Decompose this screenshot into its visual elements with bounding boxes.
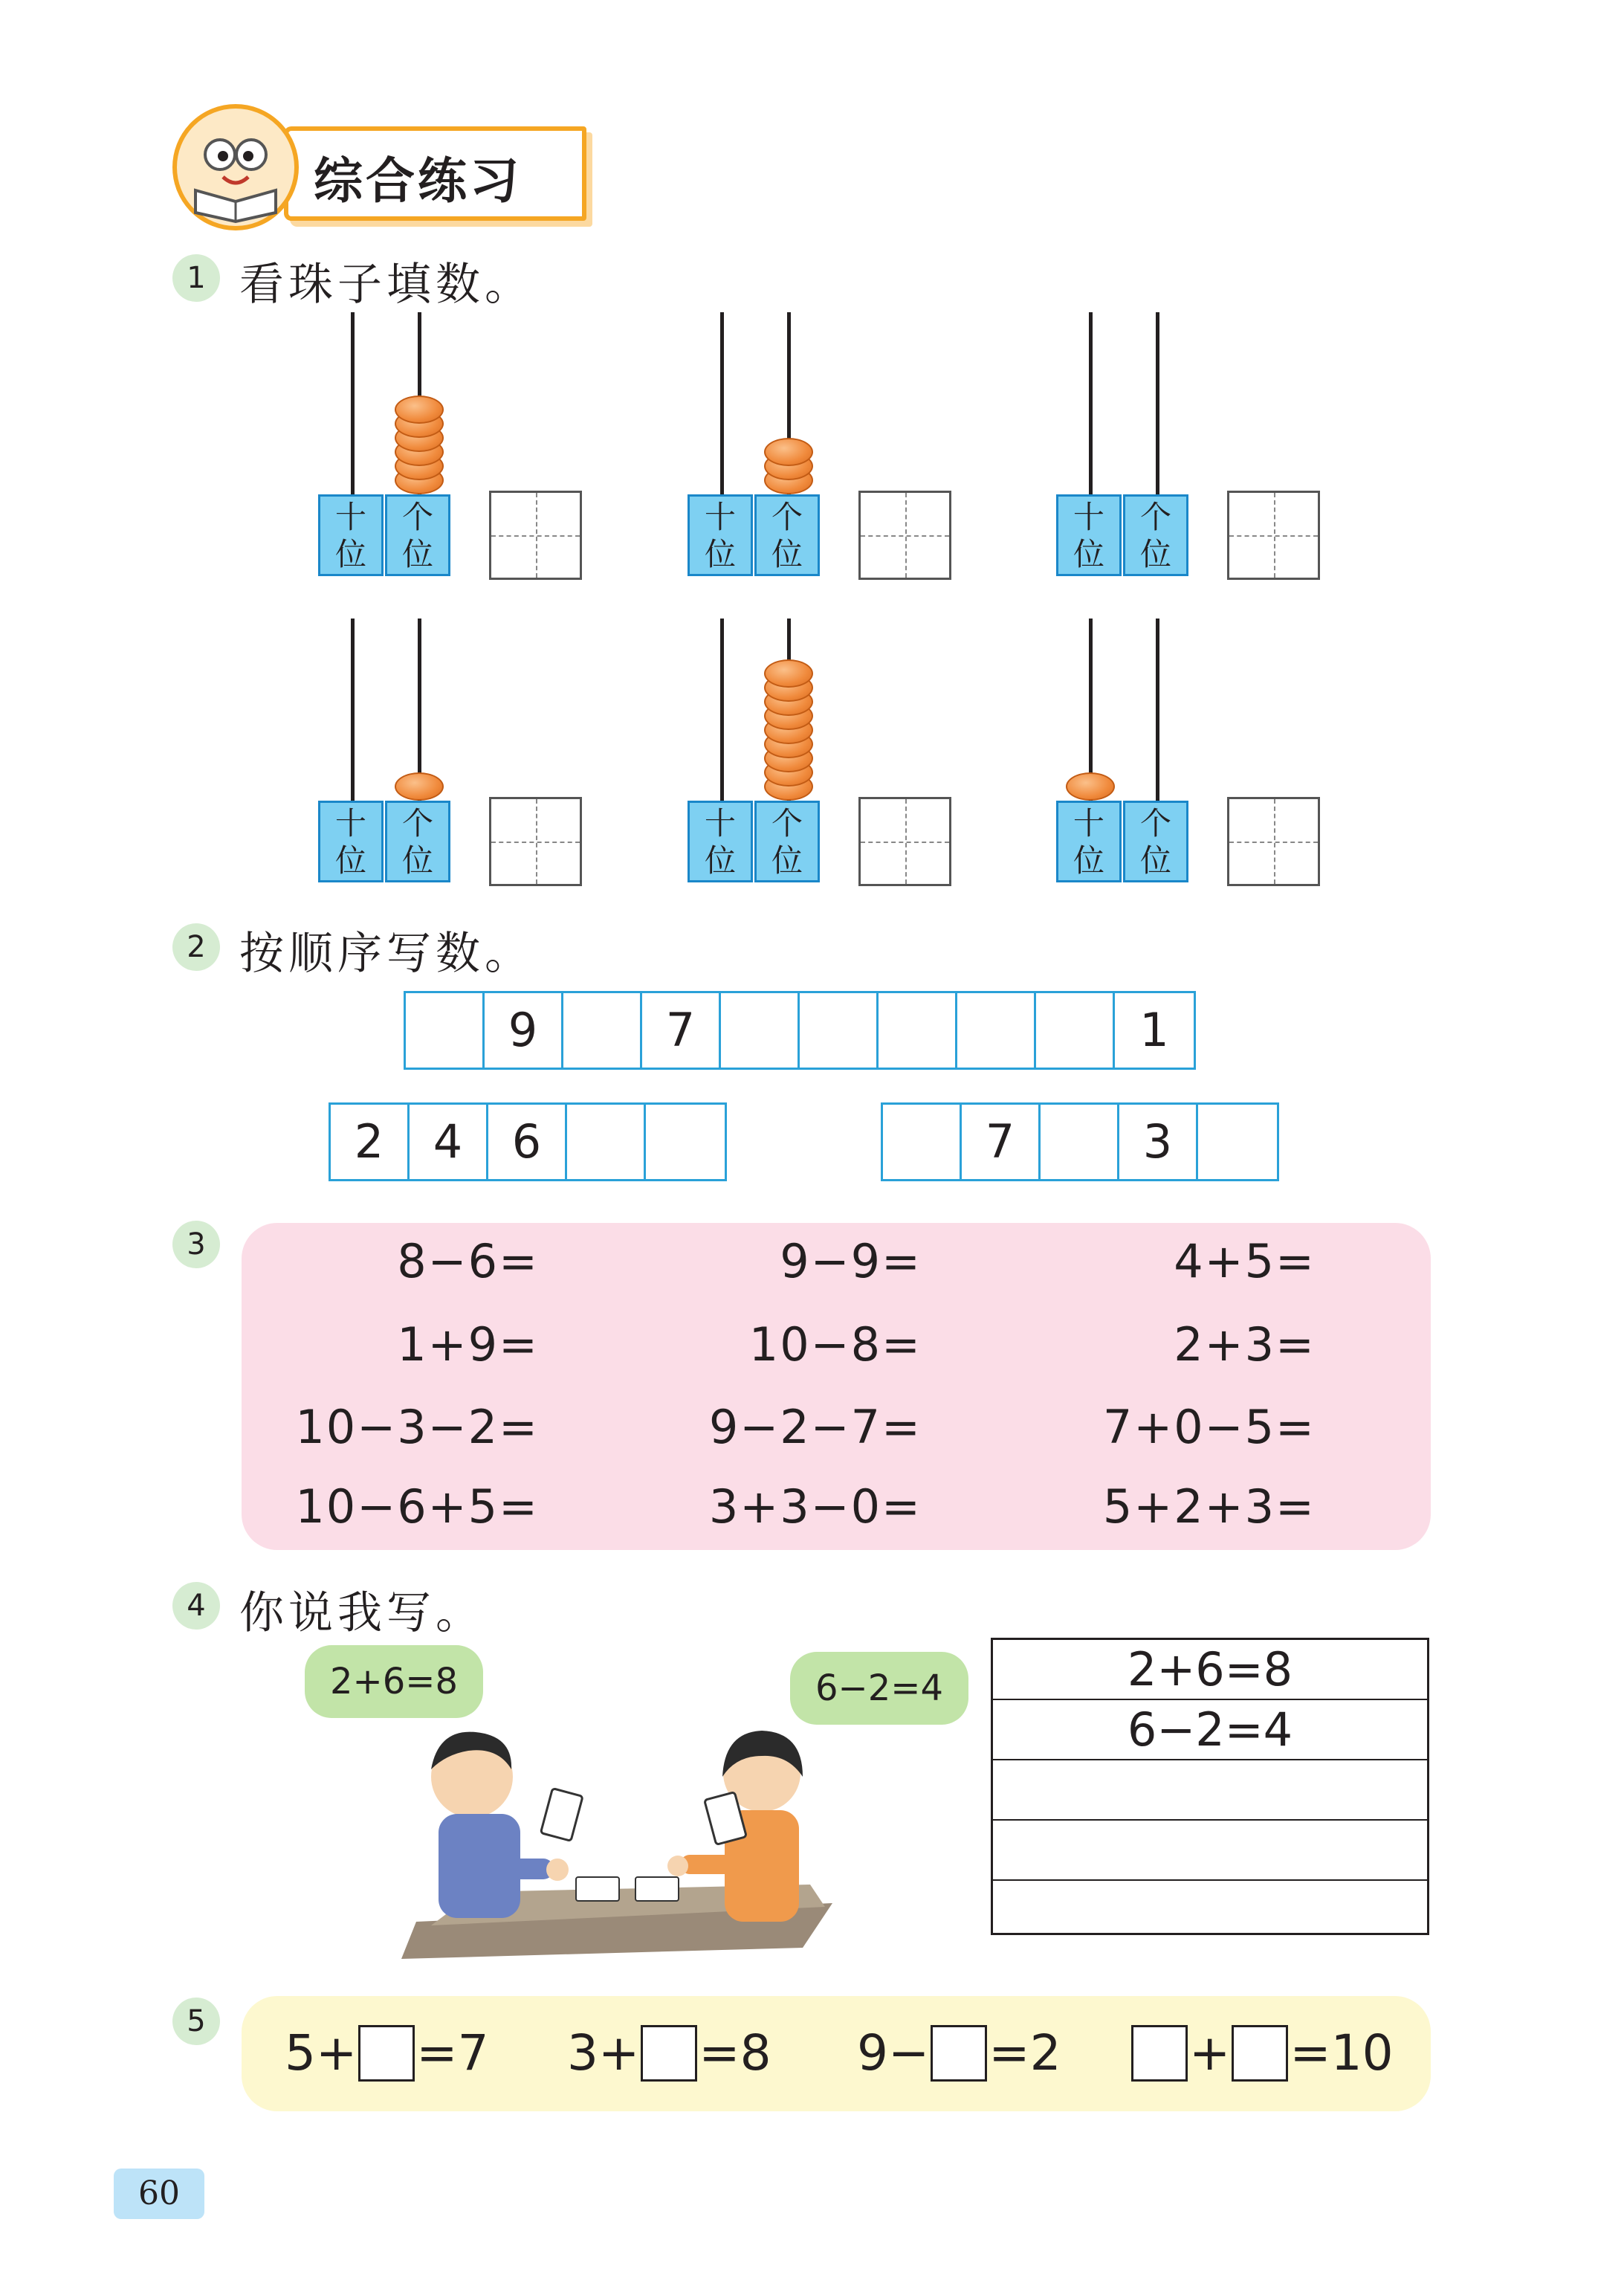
abacus-1 (318, 312, 593, 598)
sequence-row-1-cell: 1 (1139, 1003, 1169, 1057)
tens-place-cell-label-top: 十 (334, 499, 366, 535)
sequence-row-1-cell: 9 (485, 993, 563, 1068)
expression-r3-c2: 9−2−7= (708, 1400, 922, 1454)
page-title: 综合练习 (314, 152, 522, 210)
tens-rod (720, 312, 724, 494)
tens-place-cell-label-top: 十 (1073, 499, 1104, 535)
abacus-answer-box[interactable] (489, 797, 582, 886)
ones-place-cell-label-top: 个 (771, 805, 803, 842)
question-1-prompt: 看珠子填数。 (239, 259, 534, 311)
sequence-row-2a-cell: 6 (488, 1105, 567, 1179)
sequence-row-2b-cell[interactable] (1198, 1105, 1277, 1179)
expression-r1-c3: 4+5= (1174, 1234, 1316, 1288)
equation-2-left: 3+ (567, 2024, 640, 2082)
answer-table-row[interactable] (993, 1821, 1427, 1881)
tens-place-cell-label-bottom: 位 (334, 842, 366, 879)
tens-place-cell (688, 494, 753, 576)
tens-place-cell (1056, 801, 1122, 882)
equation-1-left: 5+ (285, 2024, 358, 2082)
answer-table-row[interactable] (993, 1760, 1427, 1821)
sequence-row-1 (404, 991, 1196, 1070)
abacus-answer-box[interactable] (858, 491, 951, 580)
equation-2-blank[interactable] (641, 2025, 697, 2082)
abacus-3 (1056, 312, 1331, 598)
sequence-row-1-cell[interactable] (879, 993, 957, 1068)
equation-4 (1130, 2016, 1394, 2090)
abacus-answer-box[interactable] (1227, 797, 1320, 886)
answer-table-row[interactable] (993, 1881, 1427, 1940)
question-number-2: 2 (172, 923, 220, 971)
equation-1 (285, 2016, 489, 2090)
question-2-prompt: 按顺序写数。 (239, 928, 534, 980)
sequence-row-2a-cell: 2 (331, 1105, 410, 1179)
tens-place-cell-label-top: 十 (704, 805, 736, 842)
ones-place-cell (385, 494, 450, 576)
sequence-row-1-cell[interactable] (563, 993, 642, 1068)
book-mascot-icon (172, 104, 299, 230)
sequence-row-2b-cell[interactable] (1041, 1105, 1119, 1179)
ones-place-cell-label-top: 个 (401, 499, 433, 535)
tens-place-cell-label-top: 十 (334, 805, 366, 842)
abacus-4 (318, 619, 593, 905)
expression-r1-c2: 9−9= (780, 1234, 922, 1288)
ones-bead (395, 772, 444, 801)
equation-1-blank[interactable] (358, 2025, 415, 2082)
expression-r4-c2: 3+3−0= (708, 1479, 922, 1534)
tens-rod (720, 619, 724, 801)
question-number-1: 1 (172, 254, 220, 302)
equation-4-blank-a[interactable] (1131, 2025, 1188, 2082)
ones-place-cell-label-bottom: 位 (1139, 842, 1171, 879)
tens-place-cell (318, 801, 384, 882)
ones-place-cell (1123, 801, 1188, 882)
sequence-row-2a-cell[interactable] (646, 1105, 725, 1179)
equation-2-right: =8 (699, 2024, 771, 2082)
answer-table-row: 2+6=8 (993, 1640, 1427, 1700)
tens-place-cell-label-top: 十 (1073, 805, 1104, 842)
girl-speech-text: 6−2=4 (815, 1667, 944, 1709)
expression-r3-c3: 7+0−5= (1102, 1400, 1316, 1454)
sequence-row-2b-cell[interactable] (883, 1105, 962, 1179)
sequence-row-2a (329, 1102, 727, 1181)
tens-place-cell-label-top: 十 (704, 499, 736, 535)
tens-place-cell-label-bottom: 位 (1073, 536, 1104, 572)
tens-bead (1066, 772, 1115, 801)
ones-bead (764, 438, 813, 466)
equation-3-blank[interactable] (931, 2025, 987, 2082)
expression-r2-c2: 10−8= (748, 1317, 922, 1372)
ones-rod (1156, 619, 1159, 801)
expression-r4-c3: 5+2+3= (1102, 1479, 1316, 1534)
tens-place-cell-label-bottom: 位 (1073, 842, 1104, 879)
ones-place-cell (754, 494, 820, 576)
tens-rod (351, 312, 355, 494)
sequence-row-1-cell[interactable] (800, 993, 879, 1068)
ones-place-cell-label-top: 个 (1139, 805, 1171, 842)
ones-place-cell-label-top: 个 (401, 805, 433, 842)
abacus-2 (688, 312, 963, 598)
ones-place-cell-label-bottom: 位 (771, 842, 803, 879)
sequence-row-1-cell: 7 (642, 993, 721, 1068)
boy-speech-text: 2+6=8 (329, 1661, 459, 1702)
ones-place-cell-label-bottom: 位 (401, 536, 433, 572)
ones-place-cell-label-bottom: 位 (1139, 536, 1171, 572)
sequence-row-2a-cell[interactable] (567, 1105, 646, 1179)
abacus-6 (1056, 619, 1331, 905)
tens-rod (1089, 312, 1093, 494)
page-number: 60 (114, 2169, 204, 2219)
question-4-prompt: 你说我写。 (239, 1587, 485, 1639)
tens-place-cell-label-bottom: 位 (704, 842, 736, 879)
sequence-row-1-cell[interactable] (406, 993, 485, 1068)
sequence-row-1-cell[interactable] (1036, 993, 1115, 1068)
tens-place-cell-label-bottom: 位 (334, 536, 366, 572)
ones-bead (395, 395, 444, 424)
tens-rod (351, 619, 355, 801)
ones-place-cell-label-top: 个 (771, 499, 803, 535)
equation-4-blank-b[interactable] (1232, 2025, 1288, 2082)
expression-r3-c1: 10−3−2= (295, 1400, 539, 1454)
equation-2 (567, 2016, 771, 2090)
tens-place-cell-label-bottom: 位 (704, 536, 736, 572)
answer-table (991, 1638, 1429, 1935)
ones-place-cell (385, 801, 450, 882)
ones-rod (1156, 312, 1159, 494)
question-number-5: 5 (172, 1998, 220, 2045)
tens-place-cell (688, 801, 753, 882)
equation-1-right: =7 (416, 2024, 489, 2082)
ones-place-cell-label-bottom: 位 (401, 842, 433, 879)
sequence-row-1-cell[interactable] (957, 993, 1036, 1068)
abacus-answer-box[interactable] (1227, 491, 1320, 580)
sequence-row-2a-cell: 4 (410, 1105, 488, 1179)
ones-place-cell-label-top: 个 (1139, 499, 1171, 535)
equation-4-right: =10 (1290, 2024, 1394, 2082)
expression-r2-c1: 1+9= (397, 1317, 539, 1372)
equation-4-mid: + (1189, 2024, 1231, 2082)
sequence-row-2b-cell: 7 (962, 1105, 1041, 1179)
children-playing-cards-illustration (386, 1702, 832, 1963)
question-number-3: 3 (172, 1221, 220, 1268)
title-banner (172, 104, 589, 230)
sequence-row-2b-cell: 3 (1119, 1105, 1198, 1179)
ones-place-cell (754, 801, 820, 882)
equation-3-right: =2 (989, 2024, 1061, 2082)
expression-r1-c1: 8−6= (397, 1234, 539, 1288)
sequence-row-2b (881, 1102, 1279, 1181)
equation-3 (857, 2016, 1061, 2090)
tens-place-cell (318, 494, 384, 576)
abacus-5 (688, 619, 963, 905)
ones-place-cell-label-bottom: 位 (771, 536, 803, 572)
question-number-4: 4 (172, 1582, 220, 1630)
abacus-answer-box[interactable] (489, 491, 582, 580)
sequence-row-1-cell[interactable] (721, 993, 800, 1068)
answer-table-row: 6−2=4 (993, 1700, 1427, 1760)
expression-r4-c1: 10−6+5= (295, 1479, 539, 1534)
tens-place-cell (1056, 494, 1122, 576)
abacus-answer-box[interactable] (858, 797, 951, 886)
equation-3-left: 9− (857, 2024, 930, 2082)
ones-bead (764, 659, 813, 688)
expression-r2-c3: 2+3= (1174, 1317, 1316, 1372)
ones-place-cell (1123, 494, 1188, 576)
